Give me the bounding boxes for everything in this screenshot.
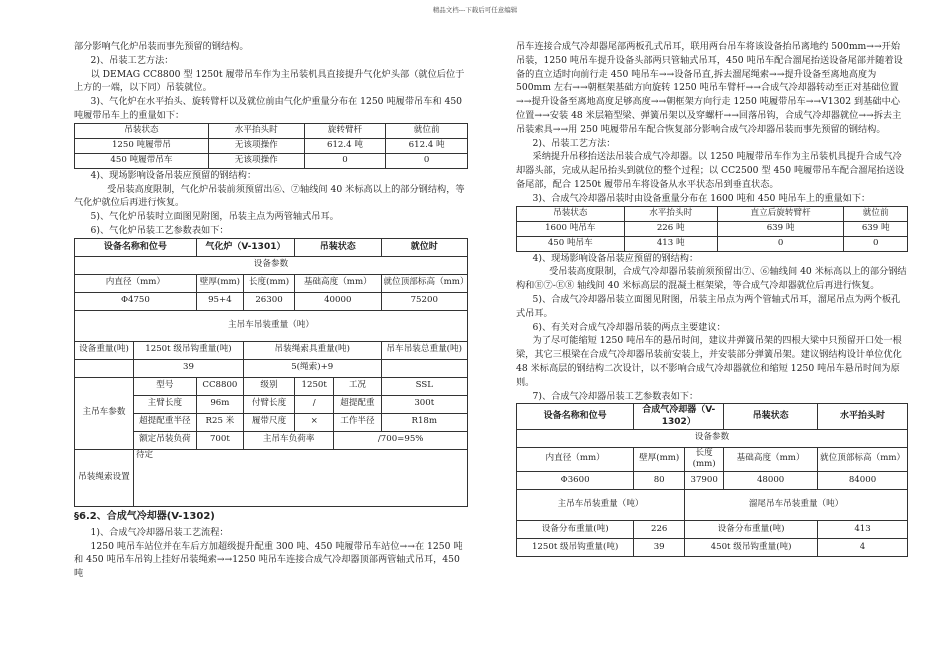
table-row: 450 吨吊车 413 吨 0 0 bbox=[517, 236, 908, 251]
table-row: Φ4750 95+4 26300 40000 75200 bbox=[75, 292, 468, 310]
table-row: 主吊车吊装重量（吨） bbox=[75, 310, 468, 341]
paragraph: 1250 吨吊车站位并在车后方加超级提升配重 300 吨、450 吨履带吊车站位→→在 1250 吨和 450 吨吊车吊钩上挂好吊装绳索→→1250 吨吊车连接合成气冷却器顶部两管轴式吊耳，450 吨 bbox=[74, 540, 463, 580]
paragraph: 吊车连接合成气冷却器尾部两板孔式吊耳，联用两台吊车将该设备抬吊离地约 500mm→→开始吊装，1250 吨吊车提升设备头部两只管轴式吊耳，450 吨吊车配合溜尾抬送设备尾部并随着设备的直立适时向前行走 450 吨吊车→→设备吊直,拆去溜尾绳索→→提升设备至离地高度为 500mm 左右→→朝框架基础方向旋转 1250 吨吊车臂杆→→合成气冷却器转动至正对基础位置→→提升设备至离地高度足够高度→→朝框架方向行走 1250 吨履带吊车→→V1302 到基础中心位置→→安装 48 米层箱型梁、弹簧吊架以及穿螺杆→→回落吊钩，合成气冷却器就位→→拆去主吊装索具→→用 250 吨履带吊车配合恢复部分影响合成气冷却器吊装而事先预留的钢结构。 bbox=[516, 41, 903, 135]
paragraph: 采纳提升吊移抬送法吊装合成气冷却器。以 1250 吨履带吊车作为主吊装机具提升合成气冷却器头部，完成从起吊抬头到就位的整个过程；以 CC2500 型 450 吨履带吊车配合溜尾抬送设备尾部，配合 1250t 履带吊车将设备从水平状态吊到垂直状态。 bbox=[516, 151, 905, 190]
cooler-parameter-table bbox=[516, 403, 908, 556]
paragraph: 受吊装高度限制，合成气冷却器吊装前须预留出⑦、⑥轴线间 40 米标高以上的部分钢结构和Ⓔ⑦-Ⓔ⑧ 轴线间 40 米标高层的混凝土框架梁，等合成气冷却器就位后再进行恢复。 bbox=[516, 266, 907, 292]
paragraph: 7)、合成气冷却器吊装工艺参数表如下： bbox=[532, 390, 699, 402]
paragraph: 3)、气化炉在水平抬头、旋转臂杆以及就位前由气化炉重量分布在 1250 吨履带吊车和 450 吨履带吊车上的重量如下： bbox=[74, 96, 463, 121]
paragraph: 5)、合成气冷却器吊装立面图见附图，吊装主吊点为两个管轴式吊耳，溜尾吊点为两个板孔式吊耳。 bbox=[516, 293, 901, 319]
table-row: 吊装状态 水平抬头时 直立后旋转臂杆 就位前 bbox=[517, 206, 908, 221]
table-row: 吊装状态 水平抬头时 旋转臂杆 就位前 bbox=[75, 123, 468, 138]
step-heading: 6)、有关对合成气冷却器吊装的两点主要建议： bbox=[532, 321, 726, 333]
table-row: 1250 吨履带吊 无该项操作 612.4 吨 612.4 吨 bbox=[75, 138, 468, 153]
step-heading: 4)、现场影响设备吊装应预留的钢结构： bbox=[90, 169, 257, 181]
table-row: 设备名称和位号 气化炉（V-1301） 吊装状态 就位时 bbox=[75, 238, 468, 256]
page-header: 精品文档---下载后可任意编辑 bbox=[432, 6, 518, 14]
cooler-weight-table bbox=[516, 206, 908, 252]
gasifier-weight-table bbox=[74, 123, 468, 169]
table-row: 设备名称和位号 合成气冷却器（V-1302） 吊装状态 水平抬头时 bbox=[517, 404, 908, 429]
step-heading: 2)、吊装工艺方法： bbox=[90, 54, 174, 66]
step-heading: 4)、现场影响设备吊装应预留的钢结构： bbox=[532, 252, 699, 264]
paragraph: 5)、气化炉吊装时立面图见附图，吊装主点为两管轴式吊耳。 bbox=[90, 211, 339, 223]
table-row: 设备参数 bbox=[75, 256, 468, 274]
gasifier-parameter-table bbox=[74, 238, 468, 507]
table-row: Φ3600 80 37900 48000 84000 bbox=[517, 471, 908, 489]
paragraph: 为了尽可能缩短 1250 吨吊车的悬吊时间，建议井弹簧吊架的四根大梁中只预留开口处一根梁，其它三根梁在合成气冷却器吊装前安装上，并安装部分弹簧吊架。建议钢结构设计单位优化 48 米标高层的钢结构二次设计，以不影响合成气冷却器就位和缩短 1250 吨吊车悬吊时间为原则。 bbox=[516, 335, 902, 388]
table-row: 主吊车吊装重量（吨） 溜尾吊车吊装重量（吨） bbox=[517, 489, 908, 520]
table-row: 主臂长度 96m 付臂长度 / 超提配重 300t bbox=[75, 395, 468, 413]
step-heading: 2)、吊装工艺方法： bbox=[532, 137, 616, 149]
table-row: 设备参数 bbox=[517, 429, 908, 447]
left-column bbox=[74, 40, 468, 581]
table-row: 额定吊装负荷 700t 主吊车负荷率 /700=95% bbox=[75, 431, 468, 449]
table-row: 设备分布重量(吨) 226 设备分布重量(吨) 413 bbox=[517, 520, 908, 538]
table-row: 主吊车参数 型号 CC8800 级别 1250t 工况 SSL bbox=[75, 377, 468, 395]
step-heading: 1)、合成气冷却器吊装工艺流程： bbox=[90, 526, 229, 538]
table-row: 450 吨履带吊车 无该项操作 0 0 bbox=[75, 153, 468, 168]
table-row: 设备重量(吨) 1250t 级吊钩重量(吨) 吊装绳索具重量(吨) 吊车吊装总重量(吨) bbox=[75, 341, 468, 359]
section-heading: §6.2、合成气冷却器(V-1302) bbox=[74, 510, 215, 522]
table-row: 1250t 级吊钩重量(吨) 39 450t 级吊钩重量(吨) 4 bbox=[517, 538, 908, 556]
paragraph: 6)、气化炉吊装工艺参数表如下： bbox=[90, 224, 229, 236]
paragraph: 以 DEMAG CC8800 型 1250t 履带吊车作为主吊装机具直接提升气化炉头部（就位后位于上方的一端，以下同）吊装就位。 bbox=[74, 68, 465, 94]
table-row: 39 5(绳索)+9 bbox=[75, 359, 468, 377]
table-row: 超提配重半径 R25 米 履带尺度 × 工作半径 R18m bbox=[75, 413, 468, 431]
table-row: 1600 吨吊车 226 吨 639 吨 639 吨 bbox=[517, 221, 908, 236]
table-row: 内直径（mm） 壁厚(mm) 长度(mm) 基础高度（mm） 就位顶部标高（mm） bbox=[75, 274, 468, 292]
table-row: 内直径（mm） 壁厚(mm) 长度(mm) 基础高度（mm） 就位顶部标高（mm） bbox=[517, 447, 908, 471]
paragraph: 受吊装高度限制，气化炉吊装前须预留出⑥、⑦轴线间 40 米标高以上的部分钢结构，等气化炉就位后再进行恢复。 bbox=[74, 183, 465, 209]
paragraph: 3)、合成气冷却器吊装时由设备重量分布在 1600 吨和 450 吨吊车上的重量如下： bbox=[532, 192, 871, 204]
paragraph: 部分影响气化炉吊装而事先预留的钢结构。 bbox=[74, 41, 249, 52]
right-column bbox=[516, 40, 908, 557]
table-row: 吊装绳索设置 待定 bbox=[75, 449, 468, 506]
